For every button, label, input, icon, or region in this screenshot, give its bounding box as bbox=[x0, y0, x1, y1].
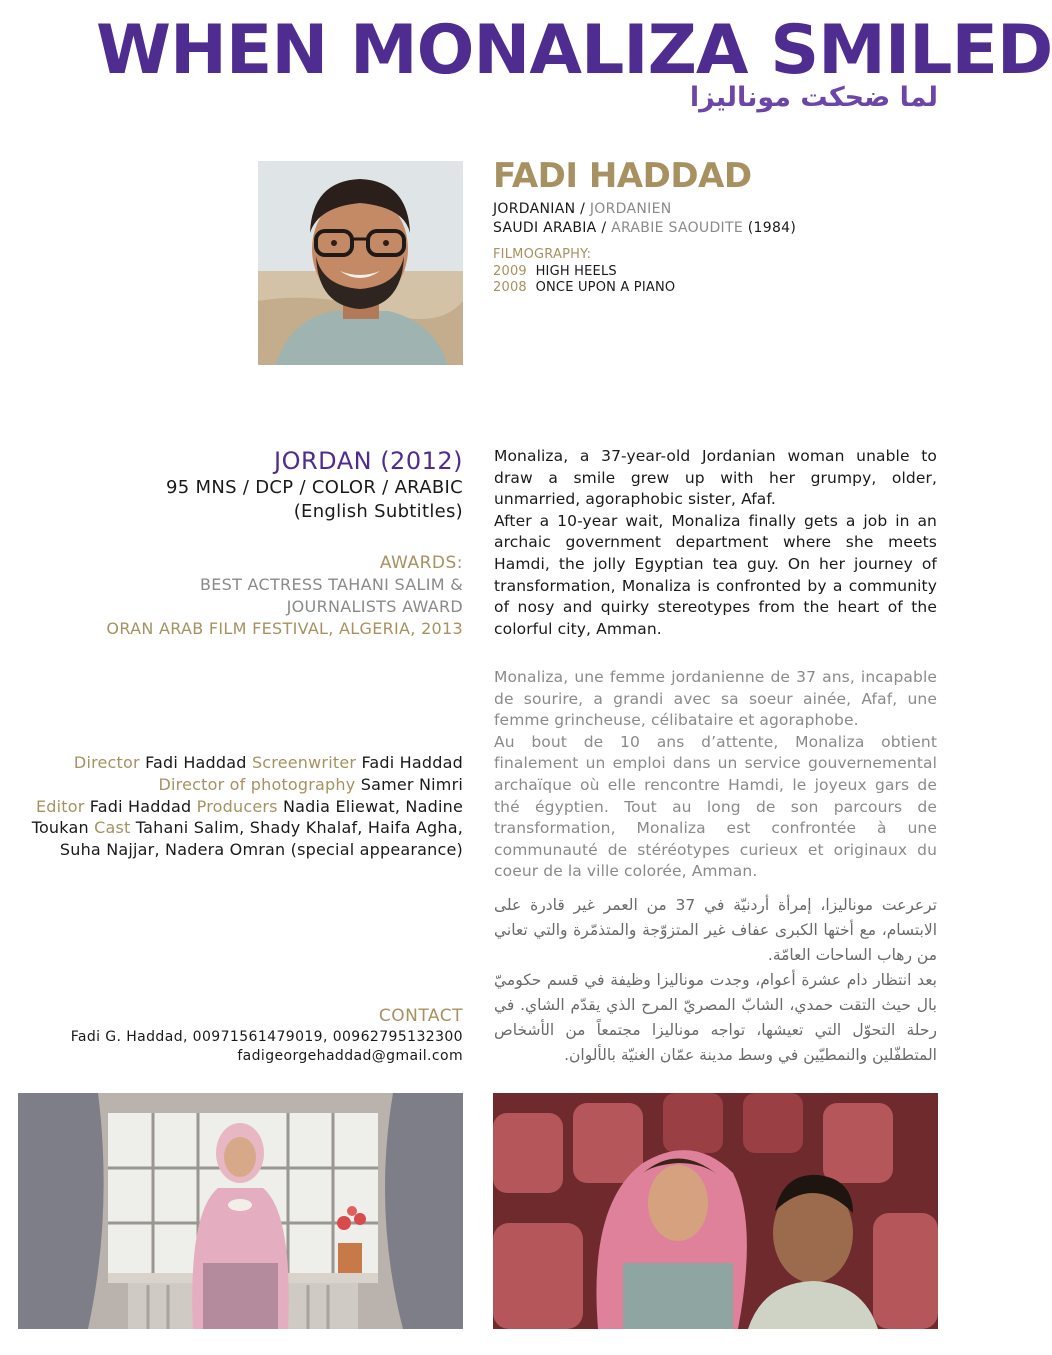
credit-director: Fadi Haddad bbox=[145, 753, 247, 772]
award-line: JOURNALISTS AWARD bbox=[286, 597, 463, 616]
credit-screenwriter: Fadi Haddad bbox=[361, 753, 463, 772]
nationality-fr: JORDANIEN bbox=[589, 201, 672, 217]
birthplace-en: SAUDI ARABIA bbox=[493, 220, 597, 236]
credit-label-producers: Producers bbox=[196, 796, 278, 816]
director-name: FADI HADDAD bbox=[493, 156, 752, 196]
synopsis-paragraph: ترعرعت موناليزا، إمرأة أردنيّة في 37 من العمر غير قادرة على الابتسام، مع أختها الكبرى عفاف غير المتزوّجة والمتذمّرة والتي تعاني من رهاب الساحات العامّة. bbox=[494, 896, 937, 964]
film-specs: 95 MNS / DCP / COLOR / ARABIC bbox=[166, 477, 463, 498]
nationality-en: JORDANIAN bbox=[493, 201, 576, 217]
synopsis-paragraph: Monaliza, a 37-year-old Jordanian woman unable to draw a smile grew up with her grumpy, older, unmarried, agoraphobic sister, Afaf. bbox=[494, 447, 937, 509]
synopsis-paragraph: After a 10-year wait, Monaliza finally gets a job in an archaic government department where she meets Hamdi, the jolly Egyptian tea guy. On her journey of transformation, Monaliza is confronted by a community of nosy and quirky stereotypes from the heart of the colorful city, Amman. bbox=[494, 511, 937, 638]
director-nationality bbox=[493, 200, 671, 218]
credit-cast: Tahani Salim, Shady Khalaf, Haifa Agha, Suha Najjar, Nadera Omran (special appearance) bbox=[59, 818, 463, 860]
credit-label-editor: Editor bbox=[35, 796, 85, 816]
filmography-year: 2008 bbox=[493, 280, 527, 295]
director-portrait bbox=[258, 161, 463, 365]
synopsis-paragraph: Monaliza, une femme jordanienne de 37 ans, incapable de sourire, a grandi avec sa soeur ainée, Afaf, une femme grincheuse, célibataire et agoraphobe. bbox=[494, 668, 937, 730]
film-title-arabic: لما ضحكت موناليزا bbox=[689, 82, 938, 113]
contact-label: CONTACT bbox=[378, 1006, 463, 1026]
filmography-label: FILMOGRAPHY: bbox=[493, 247, 592, 262]
synopsis-arabic bbox=[494, 893, 937, 1068]
credit-label-screenwriter: Screenwriter bbox=[251, 753, 357, 772]
film-title: WHEN MONALIZA SMILED bbox=[96, 11, 1052, 90]
award-festival: ORAN ARAB FILM FESTIVAL, ALGERIA, 2013 bbox=[106, 619, 463, 638]
filmography-title: HIGH HEELS bbox=[535, 264, 617, 279]
synopsis-french bbox=[494, 667, 937, 883]
director-birthplace bbox=[493, 219, 796, 237]
award-line: BEST ACTRESS TAHANI SALIM & bbox=[199, 575, 463, 594]
filmography-item bbox=[493, 264, 617, 280]
synopsis-paragraph: Au bout de 10 ans d’attente, Monaliza obtient finalement un emploi dans un service gouvernemental archaïque où elle rencontre Hamdi, le joyeux gars de thé égyptien. Tout au long de son parcours de transformation, Monaliza est confrontée à une communauté de stéréotypes curieux et originaux du coeur de la ville colorée, Amman. bbox=[494, 732, 937, 881]
separator: / bbox=[575, 201, 590, 217]
film-subtitles: (English Subtitles) bbox=[293, 501, 463, 522]
filmography-year: 2009 bbox=[493, 264, 527, 279]
separator: / bbox=[596, 220, 612, 236]
contact-phones: Fadi G. Haddad, 00971561479019, 00962795132300 bbox=[70, 1029, 463, 1045]
synopsis-paragraph: بعد انتظار دام عشرة أعوام، وجدت موناليزا وظيفة في قسم حكوميّ بال حيث التقت حمدي، الشابّ المصريّ المرح الذي يقدّم الشاي. في رحلة التحوّل التي تعيشها، تواجه موناليزا مجتمعاً من الأشخاص المتطفّلين والنمطيّين في وسط مدينة عمّان الغنيّة بالألوان. bbox=[494, 971, 937, 1064]
credit-label-cast: Cast bbox=[94, 818, 131, 838]
filmography-title: ONCE UPON A PIANO bbox=[535, 280, 676, 295]
film-still-cinema bbox=[493, 1093, 938, 1329]
credit-editor: Fadi Haddad bbox=[89, 796, 192, 816]
credit-label-director: Director bbox=[73, 753, 140, 772]
film-country-year: JORDAN (2012) bbox=[273, 447, 463, 475]
synopsis-english bbox=[494, 446, 937, 640]
credit-dop: Samer Nimri bbox=[360, 774, 463, 794]
film-still-window bbox=[18, 1093, 463, 1329]
filmography-item bbox=[493, 280, 675, 296]
birth-year: (1984) bbox=[747, 220, 797, 236]
credit-label-dop: Director of photography bbox=[158, 774, 356, 794]
credit-producers: Nadia Eliewat, Nadine Toukan bbox=[31, 796, 463, 838]
birthplace-fr: ARABIE SAOUDITE bbox=[611, 220, 743, 236]
contact-email[interactable]: fadigeorgehaddad@gmail.com bbox=[237, 1048, 463, 1064]
awards-label: AWARDS: bbox=[379, 553, 463, 573]
film-credits bbox=[18, 752, 463, 861]
